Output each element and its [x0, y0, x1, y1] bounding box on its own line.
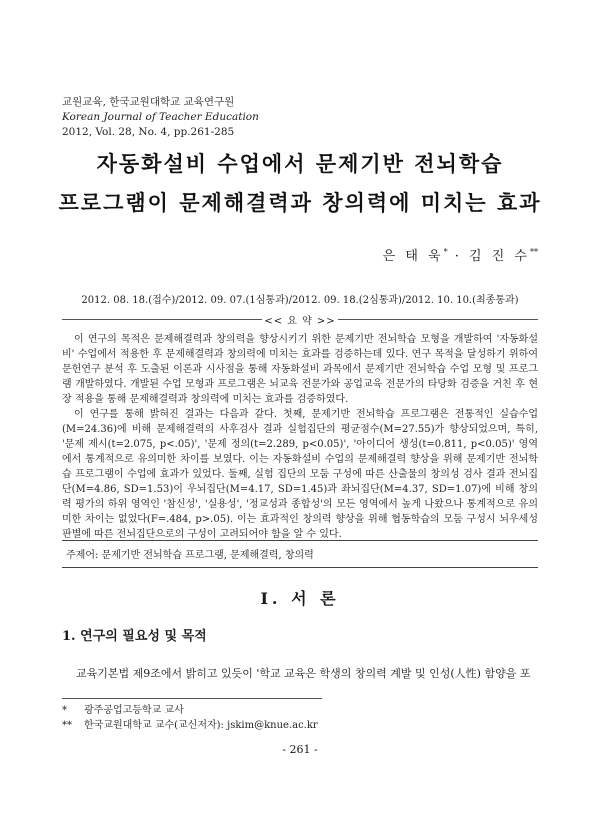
- abstract-body: [62, 332, 538, 542]
- paper-title-line-1: 자동화설비 수업에서 문제기반 전뇌학습: [96, 151, 504, 176]
- footnote-1-text: 광주공업고등학교 교사: [84, 705, 184, 716]
- keywords-top-rule: [62, 540, 538, 541]
- journal-volume: 2012, Vol. 28, No. 4, pp.261-285: [62, 126, 235, 138]
- review-dates: 2012. 08. 18.(접수)/2012. 09. 07.(1심통과)/2012. 09. 18.(2심통과)/2012. 10. 10.(최종통과): [81, 295, 519, 306]
- footnote-rule: [62, 698, 322, 699]
- journal-meta: [62, 95, 259, 140]
- body-text: 교육기본법 제9조에서 밝히고 있듯이 '학교 교육은 학생의 창의력 계발 및 인성(人性) 함양을 포: [76, 667, 531, 680]
- keywords: 주제어: 문제기반 전뇌학습 프로그램, 문제해결력, 창의력: [66, 550, 314, 561]
- author-2: 김 진 수: [469, 249, 530, 264]
- page-number: - 261 -: [282, 743, 318, 756]
- author-2-mark: **: [530, 247, 538, 257]
- author-1-mark: *: [443, 247, 448, 257]
- abstract-paragraph-2: 이 연구를 통해 밝혀진 결과는 다음과 같다. 첫째, 문제기반 전뇌학습 프로그램은 전통적인 실습수업(M=24.36)에 비해 문제해결력의 사후검사 결과 실험집단의 평균점수(M=27.55)가 향상되었으며, 특히, '문제 제시(t=2.075, p<.05)', '문제 정의(t=2.289, p<0.05)', '아이디어 생성(t=0.811, p<0.05)' 영역에서 통계적으로 유의미한 차이를 보였다. 이는 자동화설비 수업의 문제해결력 향상을 위해 문제기반 전뇌학습 프로그램이 수업에 효과가 있었다. 둘째, 실험 집단의 모둠 구성에 따른 산출물의 창의성 검사 결과 전뇌집단(M=4.86, SD=1.53)이 우뇌집단(M=4.17, SD=1.45)과 좌뇌집단(M=4.37, SD=1.07)에 비해 창의력 평가의 하위 영역인 '참신성', '실용성', '정교성과 종합성'의 모든 영역에서 높게 나왔으나 통계적으로 유의미한 차이는 없었다(F=.484, p>.05). 이는 효과적인 창의력 향상을 위해 협동학습의 모둠 구성시 뇌우세성 판별에 따른 전뇌집단으로의 구성이 고려되어야 함을 알 수 있다.: [62, 409, 538, 540]
- journal-name: Korean Journal of Teacher Education: [62, 111, 259, 123]
- paper-title-line-2: 프로그램이 문제해결력과 창의력에 미치는 효과: [58, 190, 542, 215]
- abstract-heading: << 요 약 >>: [262, 312, 338, 327]
- footnote-1: [62, 703, 318, 718]
- author-1: 은 태 욱: [382, 249, 444, 264]
- subsection-heading: 1. 연구의 필요성 및 목적: [62, 629, 207, 644]
- journal-publisher: 교원교육, 한국교원대학교 교육연구원: [62, 96, 235, 108]
- section-heading: Ⅰ. 서 론: [260, 589, 340, 608]
- footnotes: [62, 703, 318, 733]
- footnote-2-mark: **: [62, 720, 72, 731]
- footnote-1-mark: *: [62, 705, 67, 716]
- footnote-2-text: 한국교원대학교 교수(교신저자): jskim@knue.ac.kr: [84, 720, 318, 731]
- author-separator: ·: [454, 249, 462, 264]
- keywords-bottom-rule: [62, 567, 538, 568]
- abstract-paragraph-1: 이 연구의 목적은 문제해결력과 창의력을 향상시키기 위한 문제기반 전뇌학습 모형을 개발하여 '자동화설비' 수업에서 적용한 후 문제해결력과 창의력에 미치는 효과를 검증하는데 있다. 연구 목적을 달성하기 위하여 문헌연구 분석 후 도출된 이론과 시사점을 통해 자동화설비 과목에서 문제기반 전뇌학습 수업 모형 및 프로그램 개발하였다. 개발된 수업 모형과 프로그램은 뇌교육 전문가와 공업교육 전문가의 타당화 검증을 거친 후 현장 적용을 통해 문제해결력과 창의력에 미치는 효과를 검증하였다.: [62, 334, 538, 405]
- footnote-2: [62, 718, 318, 733]
- author-list: [383, 245, 538, 264]
